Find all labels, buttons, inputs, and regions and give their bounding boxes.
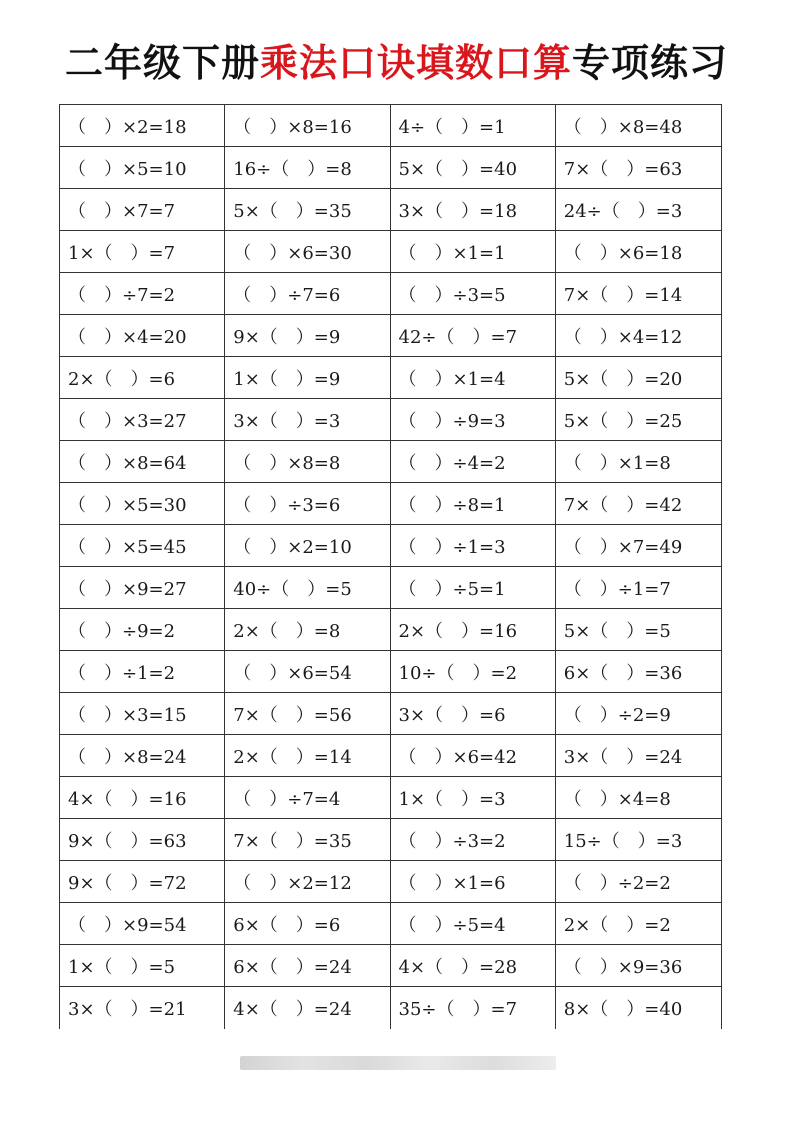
table-row — [60, 315, 721, 357]
exercise-cell[interactable]: 24÷（ ）=3 — [563, 200, 683, 222]
exercise-cell[interactable]: （ ）×1=8 — [563, 452, 671, 474]
table-row — [60, 735, 721, 777]
title-part-1: 二年级下册 — [64, 41, 260, 85]
title-part-2: 乘法口诀填数口算 — [259, 41, 572, 85]
table-row — [60, 861, 721, 903]
table-row — [60, 399, 721, 441]
exercise-cell[interactable]: （ ）×8=8 — [225, 441, 390, 482]
exercise-cell[interactable]: （ ）÷9=3 — [391, 399, 556, 440]
exercise-cell[interactable]: （ ）×3=27 — [60, 399, 225, 440]
exercise-table — [59, 104, 722, 1029]
page-title — [0, 38, 793, 88]
exercise-cell[interactable]: （ ）÷1=2 — [60, 651, 225, 692]
exercise-cell[interactable]: 9×（ ）=63 — [60, 819, 225, 860]
table-row — [60, 819, 721, 861]
exercise-cell[interactable]: 2×（ ）=2 — [563, 914, 671, 936]
exercise-cell[interactable]: （ ）÷2=2 — [563, 872, 671, 894]
table-row — [60, 525, 721, 567]
exercise-cell[interactable]: 4÷（ ）=1 — [391, 105, 556, 146]
exercise-cell[interactable]: 15÷（ ）=3 — [563, 830, 683, 852]
exercise-cell[interactable]: 7×（ ）=42 — [563, 494, 683, 516]
table-row — [60, 609, 721, 651]
exercise-cell[interactable]: 42÷（ ）=7 — [391, 315, 556, 356]
exercise-cell[interactable]: 9×（ ）=72 — [60, 861, 225, 902]
exercise-cell[interactable]: （ ）÷3=6 — [225, 483, 390, 524]
exercise-cell[interactable]: 6×（ ）=6 — [225, 903, 390, 944]
exercise-cell[interactable]: （ ）÷3=2 — [391, 819, 556, 860]
table-row — [60, 693, 721, 735]
table-row — [60, 357, 721, 399]
table-row — [60, 987, 721, 1029]
exercise-cell[interactable]: （ ）×5=45 — [60, 525, 225, 566]
exercise-cell[interactable]: 1×（ ）=5 — [60, 945, 225, 986]
table-row — [60, 441, 721, 483]
exercise-cell[interactable]: （ ）×3=15 — [60, 693, 225, 734]
exercise-cell[interactable]: 2×（ ）=14 — [225, 735, 390, 776]
table-row — [60, 483, 721, 525]
exercise-cell[interactable]: 2×（ ）=16 — [391, 609, 556, 650]
exercise-cell[interactable]: 4×（ ）=24 — [225, 987, 390, 1029]
exercise-cell[interactable]: （ ）×5=30 — [60, 483, 225, 524]
table-row — [60, 189, 721, 231]
table-row — [60, 903, 721, 945]
exercise-cell[interactable]: （ ）×6=54 — [225, 651, 390, 692]
exercise-cell[interactable]: （ ）×8=24 — [60, 735, 225, 776]
exercise-cell[interactable]: （ ）×6=42 — [391, 735, 556, 776]
table-row — [60, 945, 721, 987]
exercise-cell[interactable]: 2×（ ）=8 — [225, 609, 390, 650]
exercise-cell[interactable]: 6×（ ）=36 — [563, 662, 683, 684]
exercise-cell[interactable]: 8×（ ）=40 — [563, 999, 683, 1020]
exercise-cell[interactable]: 4×（ ）=16 — [60, 777, 225, 818]
exercise-cell[interactable]: （ ）×9=36 — [563, 956, 683, 978]
table-row — [60, 231, 721, 273]
exercise-cell[interactable]: （ ）×1=6 — [391, 861, 556, 902]
exercise-cell[interactable]: （ ）×7=49 — [563, 536, 683, 558]
exercise-cell[interactable]: 5×（ ）=5 — [563, 620, 671, 642]
exercise-cell[interactable]: 3×（ ）=6 — [391, 693, 556, 734]
exercise-cell[interactable]: （ ）×2=10 — [225, 525, 390, 566]
exercise-cell[interactable]: 40÷（ ）=5 — [225, 567, 390, 608]
exercise-cell[interactable]: 1×（ ）=9 — [225, 357, 390, 398]
table-row — [60, 567, 721, 609]
exercise-cell[interactable]: 7×（ ）=56 — [225, 693, 390, 734]
exercise-cell[interactable]: 16÷（ ）=8 — [225, 147, 390, 188]
exercise-cell[interactable]: （ ）×5=10 — [60, 147, 225, 188]
exercise-cell[interactable]: （ ）÷7=2 — [60, 273, 225, 314]
exercise-cell[interactable]: 6×（ ）=24 — [225, 945, 390, 986]
exercise-cell[interactable]: （ ）×8=64 — [60, 441, 225, 482]
exercise-cell[interactable]: （ ）×9=27 — [60, 567, 225, 608]
table-row — [60, 105, 721, 147]
exercise-cell[interactable]: （ ）÷5=4 — [391, 903, 556, 944]
exercise-cell[interactable]: （ ）×7=7 — [60, 189, 225, 230]
exercise-cell[interactable]: （ ）×2=18 — [60, 105, 225, 146]
exercise-cell[interactable]: 1×（ ）=7 — [60, 231, 225, 272]
exercise-cell[interactable]: （ ）÷7=4 — [225, 777, 390, 818]
exercise-cell[interactable]: （ ）×4=8 — [563, 788, 671, 810]
table-row — [60, 273, 721, 315]
exercise-cell[interactable]: （ ）÷7=6 — [225, 273, 390, 314]
exercise-cell[interactable]: （ ）×1=4 — [391, 357, 556, 398]
blurred-watermark — [240, 1056, 556, 1070]
exercise-cell[interactable]: 5×（ ）=40 — [391, 147, 556, 188]
exercise-cell[interactable]: （ ）×8=16 — [225, 105, 390, 146]
exercise-cell[interactable]: 7×（ ）=14 — [563, 284, 683, 306]
table-row — [60, 651, 721, 693]
exercise-cell[interactable]: 35÷（ ）=7 — [391, 987, 556, 1029]
exercise-cell[interactable]: （ ）×9=54 — [60, 903, 225, 944]
exercise-cell[interactable]: 7×（ ）=35 — [225, 819, 390, 860]
exercise-cell[interactable]: （ ）÷2=9 — [563, 704, 671, 726]
exercise-cell[interactable]: 5×（ ）=20 — [563, 368, 683, 390]
exercise-cell[interactable]: 3×（ ）=3 — [225, 399, 390, 440]
exercise-cell[interactable]: 5×（ ）=25 — [563, 410, 683, 432]
exercise-cell[interactable]: （ ）×6=30 — [225, 231, 390, 272]
exercise-cell[interactable]: （ ）÷3=5 — [391, 273, 556, 314]
exercise-cell[interactable]: （ ）×6=18 — [563, 242, 683, 264]
exercise-cell[interactable]: 9×（ ）=9 — [225, 315, 390, 356]
exercise-cell[interactable]: （ ）÷8=1 — [391, 483, 556, 524]
exercise-cell[interactable]: （ ）×1=1 — [391, 231, 556, 272]
exercise-cell[interactable]: （ ）×4=20 — [60, 315, 225, 356]
exercise-cell[interactable]: （ ）×2=12 — [225, 861, 390, 902]
exercise-cell[interactable]: 3×（ ）=24 — [563, 746, 683, 768]
exercise-cell[interactable]: 10÷（ ）=2 — [391, 651, 556, 692]
exercise-cell[interactable]: （ ）×8=48 — [563, 116, 683, 138]
exercise-cell[interactable]: 5×（ ）=35 — [225, 189, 390, 230]
exercise-cell[interactable]: 4×（ ）=28 — [391, 945, 556, 986]
table-row — [60, 777, 721, 819]
exercise-cell[interactable]: 3×（ ）=18 — [391, 189, 556, 230]
title-part-3: 专项练习 — [572, 41, 729, 85]
exercise-cell[interactable]: 3×（ ）=21 — [60, 987, 225, 1029]
exercise-cell[interactable]: 2×（ ）=6 — [60, 357, 225, 398]
exercise-cell[interactable]: （ ）÷4=2 — [391, 441, 556, 482]
exercise-cell[interactable]: （ ）÷9=2 — [60, 609, 225, 650]
exercise-cell[interactable]: （ ）÷5=1 — [391, 567, 556, 608]
exercise-cell[interactable]: （ ）÷1=3 — [391, 525, 556, 566]
exercise-cell[interactable]: （ ）×4=12 — [563, 326, 683, 348]
exercise-cell[interactable]: 7×（ ）=63 — [563, 158, 683, 180]
exercise-cell[interactable]: 1×（ ）=3 — [391, 777, 556, 818]
exercise-cell[interactable]: （ ）÷1=7 — [563, 578, 671, 600]
table-row — [60, 147, 721, 189]
